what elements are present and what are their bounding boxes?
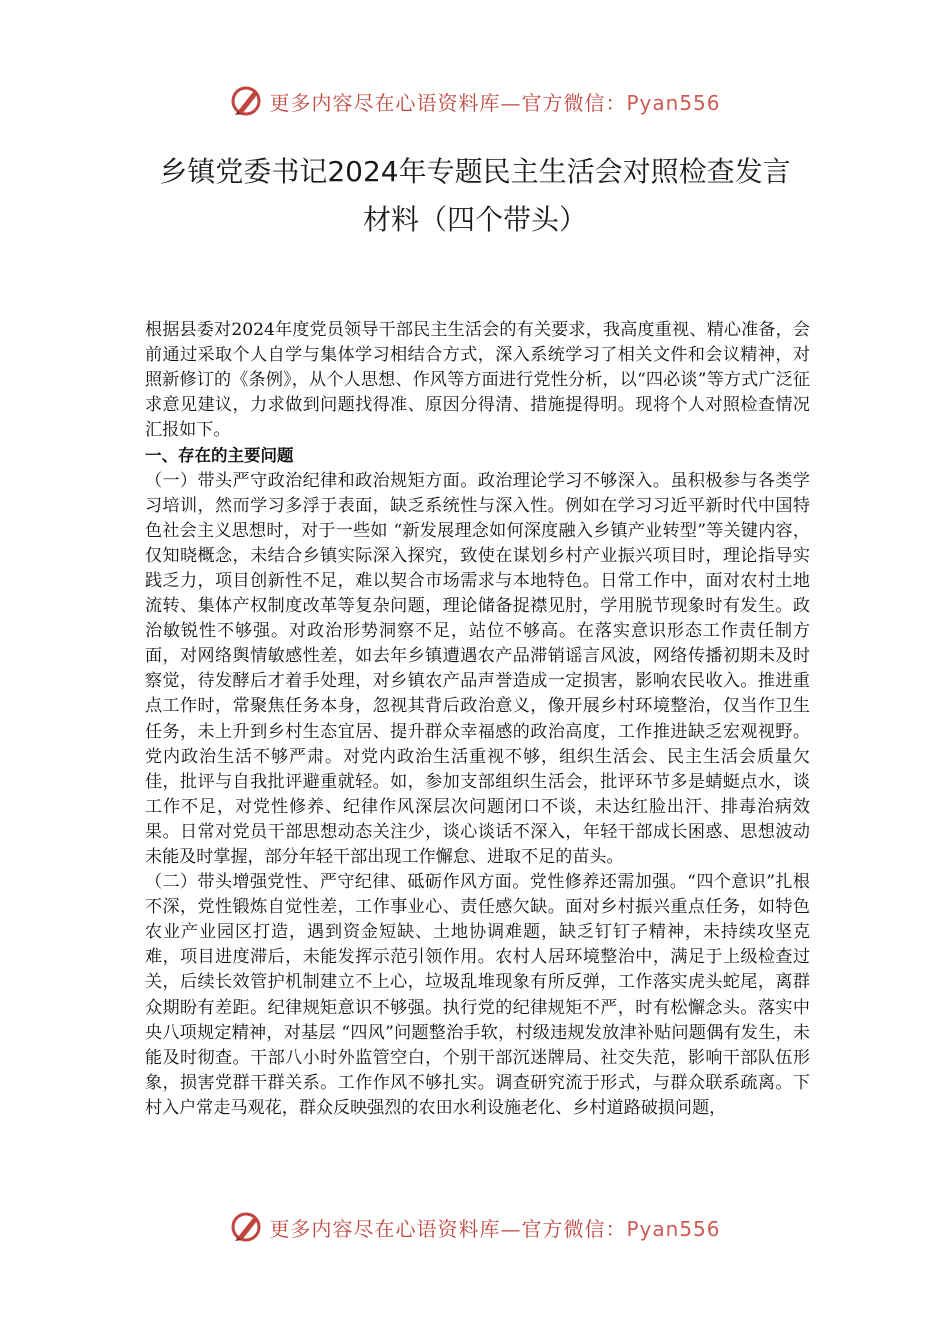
watermark-text: 更多内容尽在心语资料库—官方微信：Pyan556 bbox=[269, 90, 721, 115]
watermark-wechat-id: Pyan556 bbox=[626, 90, 721, 115]
section-heading: 一、存在的主要问题 bbox=[145, 446, 294, 466]
body-paragraph-1: （一）带头严守政治纪律和政治规矩方面。政治理论学习不够深入。虽积极参与各类学习培训，然而学习多浮于表面，缺乏系统性与深入性。例如在学习习近平新时代中国特色社会主义思想时，对于一些如 “新发展理念如何深度融入乡镇产业转型”等关键内容，仅知晓概念，未结合乡镇实际深入探究，致使在谋划乡村产业振兴项目时，理论指导实践乏力，项目创新性不足，难以契合市场需求与本地特色。日常工作中，面对农村土地流转、集体产权制度改革等复杂问题，理论储备捉襟见肘，学用脱节现象时有发生。政治敏锐性不够强。对政治形势洞察不足，站位不够高。在落实意识形态工作责任制方面，对网络舆情敏感性差，如去年乡镇遭遇农产品滞销谣言风波，网络传播初期未及时察觉，待发酵后才着手处理，对乡镇农产品声誉造成一定损害，影响农民收入。推进重点工作时，常聚焦任务本身，忽视其背后政治意义，像开展乡村环境整治，仅当作卫生任务，未上升到乡村生态宜居、提升群众幸福感的政治高度，工作推进缺乏宏观视野。党内政治生活不够严肃。对党内政治生活重视不够，组织生活会、民主生活会质量欠佳，批评与自我批评避重就轻。如，参加支部组织生活会，批评环节多是蜻蜓点水，谈工作不足，对党性修养、纪律作风深层次问题闭口不谈，未达红脸出汗、排毒治病效果。日常对党员干部思想动态关注少，谈心谈话不深入，年轻干部成长困惑、思想波动未能及时掌握，部分年轻干部出现工作懈怠、进取不足的苗头。 bbox=[145, 470, 810, 867]
footer-watermark bbox=[0, 1210, 950, 1244]
watermark-text: 更多内容尽在心语资料库—官方微信：Pyan556 bbox=[269, 1216, 721, 1241]
watermark-wechat-id: Pyan556 bbox=[626, 1216, 721, 1241]
title-line-1: 乡镇党委书记2024年专题民主生活会对照检查发言 bbox=[159, 155, 791, 188]
title-line-2: 材料（四个带头） bbox=[362, 203, 587, 236]
header-watermark bbox=[0, 84, 950, 118]
pen-circle-logo-icon bbox=[229, 1210, 263, 1244]
document-body bbox=[145, 318, 810, 1121]
pen-circle-logo-icon bbox=[229, 84, 263, 118]
intro-paragraph: 根据县委对2024年度党员领导干部民主生活会的有关要求，我高度重视、精心准备，会前通过采取个人自学与集体学习相结合方式，深入系统学习了相关文件和会议精神，对照新修订的《条例》，从个人思想、作风等方面进行党性分析，以“四必谈”等方式广泛征求意见建议，力求做到问题找得准、原因分得清、措施提得明。现将个人对照检查情况汇报如下。 bbox=[145, 320, 810, 441]
body-paragraph-2: （二）带头增强党性、严守纪律、砥砺作风方面。党性修养还需加强。“四个意识”扎根不深，党性锻炼自觉性差，工作事业心、责任感欠缺。面对乡村振兴重点任务，如特色农业产业园区打造，遇到资金短缺、土地协调难题，缺乏钉钉子精神，未持续攻坚克难，项目进度滞后，未能发挥示范引领作用。农村人居环境整治中，满足于上级检查过关，后续长效管护机制建立不上心，垃圾乱堆现象有所反弹，工作落实虎头蛇尾，离群众期盼有差距。纪律规矩意识不够强。执行党的纪律规矩不严，时有松懈念头。落实中央八项规定精神，对基层 “四风”问题整治手软，村级违规发放津补贴问题偶有发生，未能及时彻查。干部八小时外监管空白，个别干部沉迷牌局、社交失范，影响干部队伍形象，损害党群干群关系。工作作风不够扎实。调查研究流于形式，与群众联系疏离。下村入户常走马观花，群众反映强烈的农田水利设施老化、乡村道路破损问题， bbox=[145, 872, 810, 1118]
document-title bbox=[60, 148, 890, 244]
